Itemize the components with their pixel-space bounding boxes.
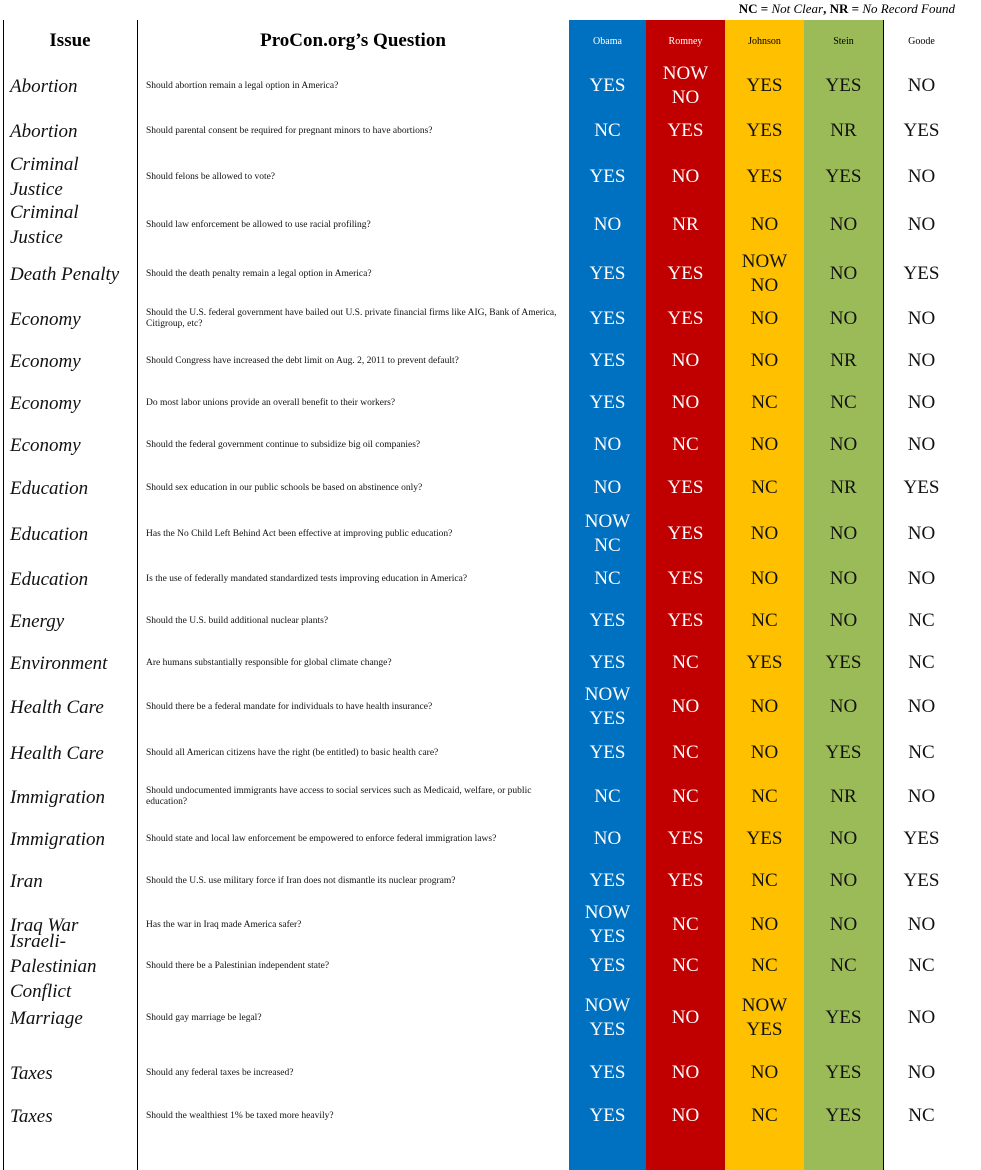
romney-answer-cell: YES bbox=[667, 523, 704, 544]
question-cell: Do most labor unions provide an overall benefit to their workers? bbox=[146, 397, 396, 408]
johnson-answer-cell: NC bbox=[751, 392, 778, 413]
issue-cell: Marriage bbox=[10, 1007, 83, 1029]
issue-column-header: Issue bbox=[49, 30, 91, 51]
romney-answer-cell: NOW NO bbox=[662, 63, 709, 108]
obama-answer-cell: YES bbox=[589, 742, 626, 763]
legend-nc-meaning: Not Clear bbox=[771, 1, 824, 16]
issue-cell: Environment bbox=[10, 652, 108, 674]
table-row bbox=[0, 818, 981, 860]
goode-answer-cell: NO bbox=[907, 166, 936, 187]
stein-answer-cell: YES bbox=[825, 75, 862, 96]
goode-answer-cell: YES bbox=[903, 263, 940, 284]
romney-answer-cell: NR bbox=[672, 214, 699, 235]
goode-answer-cell: NO bbox=[907, 523, 936, 544]
question-cell: Should the death penalty remain a legal option in America? bbox=[146, 268, 372, 279]
issue-cell: Criminal Justice bbox=[10, 154, 79, 200]
question-cell: Should felons be allowed to vote? bbox=[146, 171, 276, 182]
goode-answer-cell: NO bbox=[907, 1062, 936, 1083]
goode-answer-cell: NO bbox=[907, 308, 936, 329]
obama-answer-cell: YES bbox=[589, 1105, 626, 1126]
issue-cell: Economy bbox=[10, 308, 81, 330]
romney-answer-cell: YES bbox=[667, 120, 704, 141]
legend-nr-code: NR bbox=[829, 1, 849, 16]
issue-cell: Abortion bbox=[10, 75, 78, 97]
johnson-answer-cell: NO bbox=[750, 696, 779, 717]
issue-cell: Education bbox=[10, 568, 89, 590]
table-row bbox=[0, 382, 981, 424]
romney-column-header: Romney bbox=[668, 35, 703, 47]
issue-cell: Iraq War bbox=[10, 914, 79, 936]
table-row bbox=[0, 340, 981, 382]
legend: NC = Not Clear, NR = No Record Found bbox=[738, 1, 955, 16]
issue-cell: Iran bbox=[10, 870, 43, 892]
romney-answer-cell: NO bbox=[671, 392, 700, 413]
romney-answer-cell: YES bbox=[667, 477, 704, 498]
obama-answer-cell: YES bbox=[589, 350, 626, 371]
stein-answer-cell: NC bbox=[830, 955, 857, 976]
question-cell: Should the U.S. use military force if Iran does not dismantle its nuclear program? bbox=[146, 875, 456, 886]
stein-answer-cell: NR bbox=[830, 477, 857, 498]
goode-column-header: Goode bbox=[908, 35, 935, 47]
romney-answer-cell: NO bbox=[671, 1062, 700, 1083]
johnson-answer-cell: YES bbox=[746, 166, 783, 187]
obama-answer-cell: YES bbox=[589, 263, 626, 284]
positions-table bbox=[0, 20, 981, 1170]
johnson-answer-cell: NC bbox=[751, 477, 778, 498]
obama-answer-cell: YES bbox=[589, 652, 626, 673]
question-cell: Should state and local law enforcement be empowered to enforce federal immigration laws? bbox=[146, 833, 497, 844]
stein-answer-cell: NO bbox=[829, 263, 858, 284]
romney-answer-cell: NC bbox=[672, 652, 699, 673]
question-cell: Should the U.S. build additional nuclear plants? bbox=[146, 615, 329, 626]
goode-answer-cell: YES bbox=[903, 870, 940, 891]
issue-cell: Health Care bbox=[10, 742, 104, 764]
goode-answer-cell: NO bbox=[907, 696, 936, 717]
question-cell: Has the No Child Left Behind Act been effective at improving public education? bbox=[146, 528, 453, 539]
johnson-answer-cell: YES bbox=[746, 120, 783, 141]
table-row bbox=[0, 902, 981, 948]
table-row bbox=[0, 64, 981, 108]
johnson-answer-cell: NC bbox=[751, 955, 778, 976]
romney-answer-cell: NO bbox=[671, 166, 700, 187]
goode-answer-cell: NO bbox=[907, 1007, 936, 1028]
issue-cell: Economy bbox=[10, 392, 81, 414]
legend-nc-code: NC bbox=[738, 1, 758, 16]
obama-answer-cell: NOW YES bbox=[584, 995, 631, 1040]
goode-answer-cell: NO bbox=[907, 434, 936, 455]
question-cell: Should the U.S. federal government have bailed out U.S. private financial firms like AIG, Bank of America, Citigroup, etc? bbox=[146, 308, 557, 329]
table-row bbox=[0, 984, 981, 1052]
issue-cell: Economy bbox=[10, 434, 81, 456]
table-row bbox=[0, 510, 981, 558]
obama-answer-cell: NOW YES bbox=[584, 684, 631, 729]
issue-cell: Energy bbox=[10, 610, 65, 632]
question-cell: Should undocumented immigrants have access to social services such as Medicaid, welfare, or public education? bbox=[146, 786, 532, 807]
obama-answer-cell: YES bbox=[589, 955, 626, 976]
goode-answer-cell: YES bbox=[903, 828, 940, 849]
romney-answer-cell: NC bbox=[672, 786, 699, 807]
johnson-answer-cell: NO bbox=[750, 568, 779, 589]
issue-cell: Education bbox=[10, 477, 89, 499]
stein-answer-cell: NC bbox=[830, 392, 857, 413]
goode-answer-cell: YES bbox=[903, 477, 940, 498]
issue-cell: Health Care bbox=[10, 696, 104, 718]
johnson-column-header: Johnson bbox=[748, 35, 781, 47]
obama-answer-cell: NC bbox=[594, 786, 621, 807]
romney-answer-cell: NO bbox=[671, 350, 700, 371]
goode-answer-cell: NC bbox=[908, 955, 935, 976]
obama-answer-cell: YES bbox=[589, 392, 626, 413]
table-row bbox=[0, 108, 981, 154]
johnson-answer-cell: NOW YES bbox=[741, 995, 788, 1040]
johnson-answer-cell: YES bbox=[746, 75, 783, 96]
romney-answer-cell: YES bbox=[667, 870, 704, 891]
table-row bbox=[0, 250, 981, 298]
goode-answer-cell: NO bbox=[907, 214, 936, 235]
obama-answer-cell: NC bbox=[594, 568, 621, 589]
stein-answer-cell: NR bbox=[830, 786, 857, 807]
romney-answer-cell: YES bbox=[667, 828, 704, 849]
table-row bbox=[0, 200, 981, 250]
obama-answer-cell: NO bbox=[593, 477, 622, 498]
table-row bbox=[0, 154, 981, 200]
goode-answer-cell: NO bbox=[907, 392, 936, 413]
obama-answer-cell: NO bbox=[593, 214, 622, 235]
romney-answer-cell: NC bbox=[672, 742, 699, 763]
obama-answer-cell: NOW NC bbox=[584, 511, 631, 556]
obama-answer-cell: YES bbox=[589, 870, 626, 891]
obama-answer-cell: YES bbox=[589, 308, 626, 329]
issue-cell: Immigration bbox=[10, 786, 105, 808]
romney-answer-cell: YES bbox=[667, 610, 704, 631]
question-cell: Are humans substantially responsible for global climate change? bbox=[146, 657, 392, 668]
goode-answer-cell: NO bbox=[907, 75, 936, 96]
obama-answer-cell: YES bbox=[589, 610, 626, 631]
table-row bbox=[0, 558, 981, 600]
stein-answer-cell: NO bbox=[829, 214, 858, 235]
question-cell: Should abortion remain a legal option in America? bbox=[146, 80, 339, 91]
stein-answer-cell: YES bbox=[825, 742, 862, 763]
johnson-answer-cell: NOW NO bbox=[741, 251, 788, 296]
obama-answer-cell: YES bbox=[589, 166, 626, 187]
table-row bbox=[0, 298, 981, 340]
stein-answer-cell: NO bbox=[829, 610, 858, 631]
question-column-header: ProCon.org’s Question bbox=[260, 30, 446, 51]
obama-column-header: Obama bbox=[593, 35, 622, 47]
stein-column-header: Stein bbox=[833, 35, 854, 47]
romney-answer-cell: YES bbox=[667, 568, 704, 589]
romney-answer-cell: NC bbox=[672, 914, 699, 935]
johnson-answer-cell: NC bbox=[751, 786, 778, 807]
johnson-answer-cell: NO bbox=[750, 1062, 779, 1083]
issue-cell: Economy bbox=[10, 350, 81, 372]
romney-answer-cell: NO bbox=[671, 696, 700, 717]
stein-answer-cell: NO bbox=[829, 308, 858, 329]
table-row bbox=[0, 776, 981, 818]
goode-answer-cell: NO bbox=[907, 568, 936, 589]
obama-answer-cell: NO bbox=[593, 434, 622, 455]
issue-cell: Death Penalty bbox=[10, 263, 120, 285]
johnson-answer-cell: NO bbox=[750, 350, 779, 371]
stein-answer-cell: NO bbox=[829, 914, 858, 935]
table-row bbox=[0, 860, 981, 902]
johnson-answer-cell: YES bbox=[746, 828, 783, 849]
issue-cell: Israeli-Palestinian Conflict bbox=[10, 930, 97, 1002]
johnson-answer-cell: NO bbox=[750, 742, 779, 763]
romney-answer-cell: NC bbox=[672, 434, 699, 455]
obama-answer-cell: YES bbox=[589, 1062, 626, 1083]
johnson-answer-cell: YES bbox=[746, 652, 783, 673]
goode-answer-cell: NO bbox=[907, 914, 936, 935]
table-row bbox=[0, 730, 981, 776]
question-cell: Should the wealthiest 1% be taxed more heavily? bbox=[146, 1110, 334, 1121]
table-row bbox=[0, 684, 981, 730]
johnson-answer-cell: NO bbox=[750, 308, 779, 329]
issue-cell: Taxes bbox=[10, 1105, 53, 1127]
romney-answer-cell: NO bbox=[671, 1007, 700, 1028]
johnson-answer-cell: NC bbox=[751, 1105, 778, 1126]
issue-cell: Taxes bbox=[10, 1062, 53, 1084]
stein-answer-cell: NO bbox=[829, 828, 858, 849]
stein-answer-cell: YES bbox=[825, 1007, 862, 1028]
obama-answer-cell: NOW YES bbox=[584, 902, 631, 947]
obama-answer-cell: YES bbox=[589, 75, 626, 96]
stein-answer-cell: NO bbox=[829, 523, 858, 544]
stein-answer-cell: NO bbox=[829, 696, 858, 717]
stein-answer-cell: NO bbox=[829, 568, 858, 589]
johnson-answer-cell: NO bbox=[750, 434, 779, 455]
stein-answer-cell: NR bbox=[830, 120, 857, 141]
romney-answer-cell: YES bbox=[667, 263, 704, 284]
goode-answer-cell: NC bbox=[908, 742, 935, 763]
table-row bbox=[0, 424, 981, 466]
question-cell: Should there be a Palestinian independent state? bbox=[146, 960, 330, 971]
table-row bbox=[0, 930, 981, 1002]
question-cell: Should the federal government continue to subsidize big oil companies? bbox=[146, 439, 421, 450]
johnson-answer-cell: NC bbox=[751, 610, 778, 631]
question-cell: Should any federal taxes be increased? bbox=[146, 1067, 294, 1078]
issue-cell: Abortion bbox=[10, 120, 78, 142]
issue-cell: Immigration bbox=[10, 828, 105, 850]
stein-answer-cell: NO bbox=[829, 434, 858, 455]
question-cell: Should sex education in our public schools be based on abstinence only? bbox=[146, 482, 423, 493]
stein-answer-cell: YES bbox=[825, 1105, 862, 1126]
stein-answer-cell: YES bbox=[825, 1062, 862, 1083]
goode-answer-cell: NC bbox=[908, 1105, 935, 1126]
johnson-answer-cell: NO bbox=[750, 914, 779, 935]
issue-cell: Criminal Justice bbox=[10, 202, 79, 248]
table-row bbox=[0, 466, 981, 510]
stein-answer-cell: NR bbox=[830, 350, 857, 371]
question-cell: Should parental consent be required for pregnant minors to have abortions? bbox=[146, 125, 433, 136]
stein-answer-cell: YES bbox=[825, 166, 862, 187]
stein-answer-cell: YES bbox=[825, 652, 862, 673]
obama-answer-cell: NC bbox=[594, 120, 621, 141]
table-row bbox=[0, 1094, 981, 1138]
romney-answer-cell: YES bbox=[667, 308, 704, 329]
question-cell: Should there be a federal mandate for individuals to have health insurance? bbox=[146, 701, 433, 712]
question-cell: Is the use of federally mandated standardized tests improving education in America? bbox=[146, 573, 468, 584]
goode-answer-cell: NC bbox=[908, 610, 935, 631]
question-cell: Should gay marriage be legal? bbox=[146, 1012, 262, 1023]
goode-answer-cell: NC bbox=[908, 652, 935, 673]
question-cell: Should law enforcement be allowed to use racial profiling? bbox=[146, 219, 371, 230]
table-row bbox=[0, 642, 981, 684]
question-cell: Should Congress have increased the debt limit on Aug. 2, 2011 to prevent default? bbox=[146, 355, 459, 366]
issue-cell: Education bbox=[10, 523, 89, 545]
goode-answer-cell: YES bbox=[903, 120, 940, 141]
romney-answer-cell: NO bbox=[671, 1105, 700, 1126]
goode-answer-cell: NO bbox=[907, 350, 936, 371]
table-row bbox=[0, 600, 981, 642]
johnson-answer-cell: NO bbox=[750, 523, 779, 544]
obama-answer-cell: NO bbox=[593, 828, 622, 849]
question-cell: Should all American citizens have the right (be entitled) to basic health care? bbox=[146, 747, 439, 758]
table-row bbox=[0, 1052, 981, 1094]
legend-nr-meaning: No Record Found bbox=[862, 1, 955, 16]
romney-answer-cell: NC bbox=[672, 955, 699, 976]
goode-answer-cell: NO bbox=[907, 786, 936, 807]
question-cell: Has the war in Iraq made America safer? bbox=[146, 919, 302, 930]
stein-answer-cell: NO bbox=[829, 870, 858, 891]
johnson-answer-cell: NO bbox=[750, 214, 779, 235]
johnson-answer-cell: NC bbox=[751, 870, 778, 891]
